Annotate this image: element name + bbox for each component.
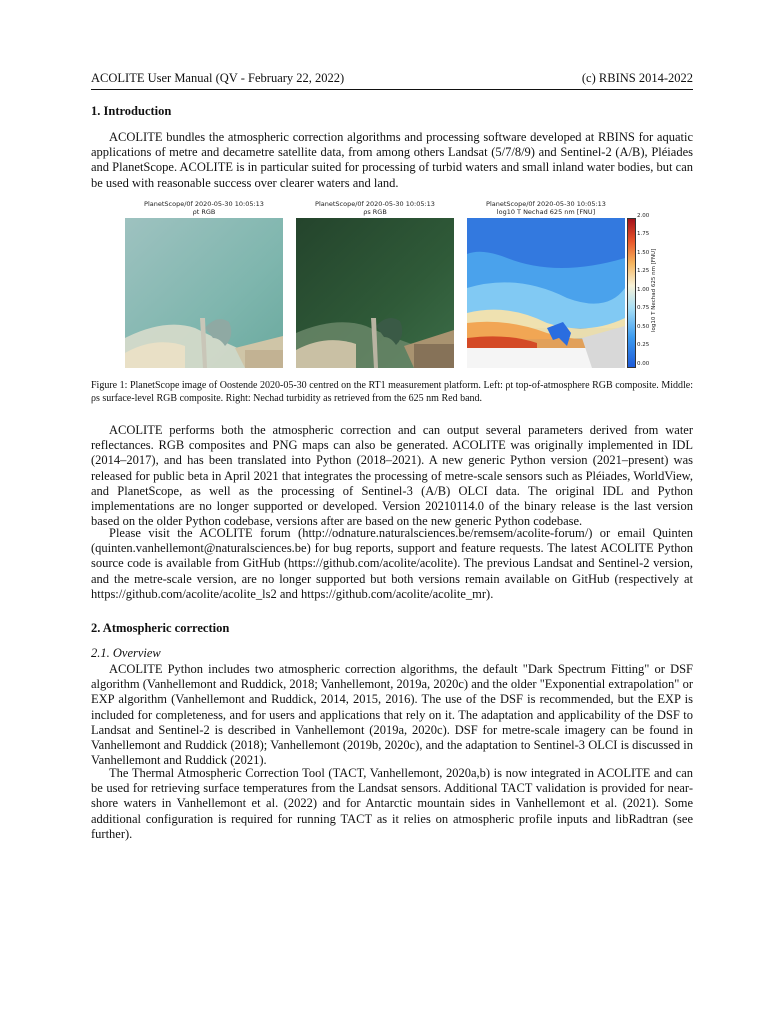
intro-paragraph-3: Please visit the ACOLITE forum (http://odnature.naturalsciences.be/remsem/acolite-forum/) or email Quinten (quinten.vanhellemont@naturalsciences.be) for bug reports, support and feature requests. The latest ACOLITE Python source code is available from GitHub (https://github.com/acolite/acolite). The previous Landsat and Sentinel-2 version, and the metre-scale version, are no longer supported but both versions remain available on GitHub (respectively at https://github.com/acolite/acolite_ls2 and https://github.com/acolite/acolite_mr). xyxy=(91,526,693,601)
colorbar-tick: 0.75 xyxy=(637,305,650,311)
figure-panel-title-2: PlanetScope/0f 2020-05-30 10:05:13 ρs RGB xyxy=(315,200,435,216)
header-copyright: (c) RBINS 2014-2022 xyxy=(581,71,693,85)
overview-paragraph-1: ACOLITE Python includes two atmospheric correction algorithms, the default "Dark Spectrum Fitting" or DSF algorithm (Vanhellemont and Ruddick, 2018; Vanhellemont, 2019a, 2020c) and the older "Exponential extrapolation" or EXP algorithm (Vanhellemont and Ruddick, 2014, 2015, 2016). The use of the DSF is recommended, but the EXP is included for completeness, and for users and applications that rely on it. The adaptation and applicability of the DSF to Landsat and Sentinel-2 is described in Vanhellemont (2019a, 2020c). DSF for metre-scale imagery can be found in Vanhellemont and Ruddick (2018); Vanhellemont (2019b, 2020c), and the adaptation to Sentinel-3 OLCI is discussed in Vanhellemont and Ruddick (2021). xyxy=(91,662,693,768)
intro-paragraph-1: ACOLITE bundles the atmospheric correction algorithms and processing software developed at RBINS for aquatic applications of metre and decametre satellite data, from among others Landsat (5/7/8/9) and Sentinel-2 (A/B), Pléiades and PlanetScope. ACOLITE is in particular suited for processing of turbid waters and small inland water bodies, but can be used with reasonable success over clearer waters and land. xyxy=(91,130,693,190)
header-title: ACOLITE User Manual (QV - February 22, 2022) xyxy=(91,71,345,85)
overview-paragraph-2: The Thermal Atmospheric Correction Tool (TACT, Vanhellemont, 2020a,b) is now integrated in ACOLITE and can be used for retrieving surface temperatures from the Landsat sensors. Additional TACT validation is provided for near-shore waters in Vanhellemont et al. (2022) and for Antarctic mountain sides in Vanhellemont et al. (2021). Some additional configuration is required for running TACT as it relies on atmospheric profile inputs and libRadtran (see further). xyxy=(91,766,693,841)
colorbar-tick: 0.25 xyxy=(637,342,650,348)
colorbar-tick: 1.50 xyxy=(637,250,650,256)
colorbar-tick: 1.25 xyxy=(637,268,650,274)
section-heading-atmospheric-correction: 2. Atmospheric correction xyxy=(91,621,230,635)
figure-panel-title-3: PlanetScope/0f 2020-05-30 10:05:13 log10 T Nechad 625 nm [FNU] xyxy=(486,200,606,216)
colorbar-tick: 0.50 xyxy=(637,324,650,330)
surface-rgb-image xyxy=(296,218,454,368)
toa-rgb-image xyxy=(125,218,283,368)
figure-panel-title-1: PlanetScope/0f 2020-05-30 10:05:13 ρt RGB xyxy=(144,200,264,216)
turbidity-map-image xyxy=(467,218,625,368)
figure-caption: Figure 1: PlanetScope image of Oostende 2020-05-30 centred on the RT1 measurement platform. Left: ρt top-of-atmosphere RGB composite. Middle: ρs surface-level RGB composite. Right: Nechad turbidity as retrieved from the 625 nm Red band. xyxy=(91,380,693,404)
subsection-heading-overview: 2.1. Overview xyxy=(91,646,161,660)
colorbar-tick: 0.00 xyxy=(637,361,650,367)
colorbar-tick: 1.75 xyxy=(637,231,650,237)
section-heading-introduction: 1. Introduction xyxy=(91,104,172,118)
header-rule xyxy=(91,89,693,90)
colorbar-label: log10 T Nechad 625 nm [FNU] xyxy=(651,248,657,332)
intro-paragraph-2: ACOLITE performs both the atmospheric correction and can output several parameters derived from water reflectances. RGB composites and PNG maps can also be generated. ACOLITE was originally implemented in IDL (2014–2017), and has been translated into Python (2018–2021). A new generic Python version (2021–present) was released for public beta in April 2021 that integrates the processing of metre-scale sensors such as Pléiades, WorldView, and PlanetScope, as well as the processing of Sentinel-3 (A/B) OLCI data. The original IDL and Python implementations are no longer supported or developed. Version 20210114.0 of the binary release is the last version based on the older Python codebase, versions after are based on the new generic Python codebase. xyxy=(91,423,693,529)
colorbar-tick: 1.00 xyxy=(637,287,650,293)
colorbar-tick: 2.00 xyxy=(637,213,650,219)
running-header xyxy=(91,71,693,86)
